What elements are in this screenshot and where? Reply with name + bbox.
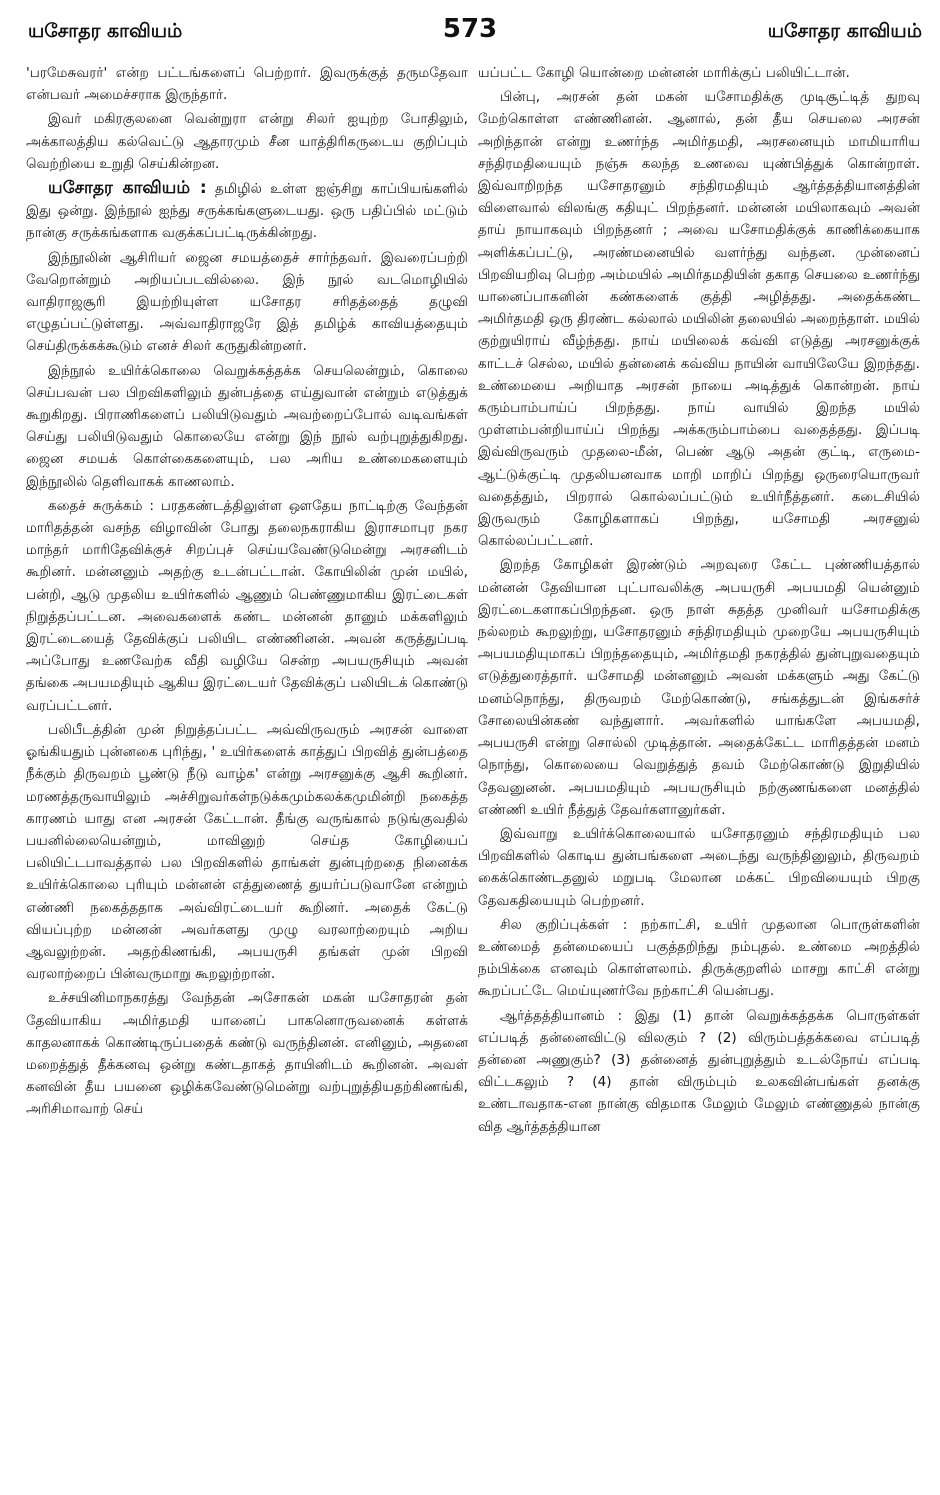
right-column [478, 62, 920, 1484]
page-number: 573 [442, 14, 498, 44]
paragraph: சில குறிப்புக்கள் : நற்காட்சி, உயிர் முதலான பொருள்களின் உண்மைத் தன்மையைப் பகுத்தறிந்து நம்புதல். உண்மை அறத்தில் நம்பிக்கை எனவும் கொள்ளலாம். திருக்குறளில் மாசறு காட்சி என்று கூறப்பட்டே மெய்யுணர்வே நற்காட்சி யென்பது. [478, 916, 920, 1000]
paragraph: இந்நூல் உயிர்க்கொலை வெறுக்கத்தக்க செயலென்றும், கொலை செய்பவன் பல பிறவிகளிலும் துன்பத்தை எய்துவான் என்றும் எடுத்துக் கூறுகிறது. பிராணிகளைப் பலியிடுவதும் அவற்றைப்போல் வடிவங்கள் செய்து பலியிடுவதும் கொலையே என்று இந் நூல் வற்புறுத்துகிறது. ஜைன சமயக் கொள்கைகளையும், பல அரிய உண்மைகளையும் இந்நூலில் தெளிவாகக் காணலாம். [26, 362, 468, 490]
paragraph: இறந்த கோழிகள் இரண்டும் அறவுரை கேட்ட புண்ணியத்தால் மன்னன் தேவியான புட்பாவலிக்கு அபயருசி அபயமதி யென்னும் இரட்டைகளாகப்பிறந்தன. ஒரு நாள் சுதத்த முனிவர் யசோமதிக்கு நல்லறம் கூறலுற்று, யசோதரனும் சந்திரமதியும் முறையே அபயருசியும் அபயமதியுமாகப் பிறந்ததையும், அமிர்தமதி நகரத்தில் துன்புறுவதையும் எடுத்துரைத்தார். யசோமதி மன்னனும் அவன் மக்களும் அது கேட்டு மனம்நொந்து, திருவறம் மேற்கொண்டு, சங்கத்துடன் இங்கசர்ச் சோலையின்கண் வந்துளார். அவர்களில் யாங்களே அபயமதி, அபயருசி என்று சொல்லி முடித்தான். அதைக்கேட்ட மாரிதத்தன் மனம் நொந்து, கொலையை வெறுத்துத் தவம் மேற்கொண்டு இறுதியில் தேவனுனன். அபயமதியும் அபயருசியும் நற்குணங்களை மனத்தில் எண்ணி உயிர் நீத்துத் தேவர்களானுர்கள். [478, 557, 920, 818]
paragraph: இவர் மகிரகுலனை வென்றுரா என்று சிலர் ஐயுற்ற போதிலும், அக்காலத்திய கல்வெட்டு ஆதாரமும் சீன யாத்திரிகருடைய குறிப்பும் வெற்றியை உறுதி செய்கின்றன. [26, 111, 468, 172]
paragraph: யப்பட்ட கோழி யொன்றை மன்னன் மாரிக்குப் பலியிட்டான். [478, 65, 850, 81]
paragraph: உச்சயினிமாநகரத்து வேந்தன் அசோகன் மகன் யசோதரன் தன் தேவியாகிய அமிர்தமதி யானைப் பாகனொருவனைக் கள்ளக் காதலனாகக் கொண்டிருப்பதைக் கண்டு வருந்தினன். எனினும், அதனை மறைத்துத் தீக்கனவு ஒன்று கண்டதாகத் தாயினிடம் கூறினன். அவள் கனவின் தீய பயனை ஒழிக்கவேண்டுமென்று வற்புறுத்தியதற்கிணங்கி, அரிசிமாவாற் செய் [26, 990, 468, 1118]
section-paragraph [26, 177, 468, 245]
paragraph: பலிபீடத்தின் முன் நிறுத்தப்பட்ட அவ்விருவரும் அரசன் வாளை ஓங்கியதும் புன்னகை புரிந்து, ' உயிர்களைக் காத்துப் பிறவித் துன்பத்தை நீக்கும் திருவறம் பூண்டு நீடு வாழ்க' என்று அரசனுக்கு ஆசி கூறினர். மரணத்தருவாயிலும் அச்சிறுவர்கள்நடுக்கமும்கலக்கமுமின்றி நகைத்த காரணம் யாது என அரசன் கேட்டான். தீங்கு வருங்கால் நடுங்குவதில் பயனில்லையென்றும், மாவினுற் செய்த கோழியைப் பலியிட்டபாவத்தால் பல பிறவிகளில் தாங்கள் துன்புற்றதை நினைக்க உயிர்க்கொலை புரியும் மன்னன் எத்துணைத் துயர்ப்படுவானே என்றும் எண்ணி நகைத்ததாக அவ்விரட்டையர் கூறினர். அதைக் கேட்டு வியப்புற்ற மன்னன் அவர்களது முழு வரலாற்றையும் அறிய ஆவலுற்றன். அதற்கிணங்கி, அபயருசி தங்கள் முன் பிறவி வரலாற்றைப் பின்வருமாறு கூறலுற்றான். [26, 721, 468, 983]
section-intro-text: தமிழில் உள்ள ஐஞ்சிறு காப்பியங்களில் இது ஒன்று. இந்நூல் ஐந்து சருக்கங்களுடையது. ஒரு பதிப்பில் மட்டும் நான்கு சருக்கங்களாக வகுக்கப்பட்டிருக்கின்றது. [26, 181, 468, 242]
paragraph: 'பரமேசுவரர்' என்ற பட்டங்களைப் பெற்றார். இவருக்குத் தருமதேவா என்பவர் அமைச்சராக இருந்தார். [26, 65, 468, 104]
paragraph: கதைச் சுருக்கம் : பரதகண்டத்திலுள்ள ஔதேய நாட்டிற்கு வேந்தன் மாரிதத்தன் வசந்த விழாவின் போது தலைநகராகிய இராசமாபுர நகர மாந்தர் மாரிதேவிக்குச் சிறப்புச் செய்யவேண்டுமென்று அரசனிடம் கூறினர். மன்னனும் அதற்கு உடன்பட்டான். கோயிலின் முன் மயில், பன்றி, ஆடு முதலிய உயிர்களில் ஆணும் பெண்ணுமாகிய இரட்டைகள் நிறுத்தப்பட்டன. அவைகளைக் கண்ட மன்னன் தானும் மக்களிலும் இரட்டையைத் தேவிக்குப் பலியிட எண்ணினன். அவன் கருத்துப்படி அப்போது உணவேற்க வீதி வழியே சென்ற அபயருசியும் அவன் தங்கை அபயமதியும் ஆகிய இரட்டையர் தேவிக்குப் பலியிடக் கொண்டு வரப்பட்டனர். [26, 497, 468, 714]
page-header [0, 0, 940, 64]
paragraph: இந்நூலின் ஆசிரியர் ஜைன சமயத்தைச் சார்ந்தவர். இவரைப்பற்றி வேறொன்றும் அறியப்படவில்லை. இந் நூல் வடமொழியில் வாதிராஜசூரி இயற்றியுள்ள யசோதர சரிதத்தைத் தழுவி எழுதப்பட்டுள்ளது. அவ்வாதிராஜரே இத் தமிழ்க் காவியத்தையும் செய்திருக்கக்கூடும் எனச் சிலர் கருதுகின்றனர். [26, 249, 468, 355]
paragraph: பின்பு, அரசன் தன் மகன் யசோமதிக்கு முடிசூட்டித் துறவு மேற்கொள்ள எண்ணினன். ஆனால், தன் தீய செயலை அரசன் அறிந்தான் என்று உணர்ந்த அமிர்தமதி, அரசனையும் மாமியாரிய சந்திரமதியையும் நஞ்சு கலந்த உணவை யுண்பித்துக் கொன்றாள். இவ்வாறிறந்த யசோதரனும் சந்திரமதியும் ஆர்த்தத்தியானத்தின் விளைவால் விலங்கு கதியுட் பிறந்தனர். மன்னன் மயிலாகவும் அவன் தாய் நாயாகவும் பிறந்தனர் ; அவை யசோமதிக்குக் காணிக்கையாக அளிக்கப்பட்டு, அரண்மனையில் வளர்ந்து வந்தன. முன்னைப் பிறவியறிவு பெற்ற அம்மயில் அமிர்தமதியின் தகாத செயலை உணர்ந்து யானைப்பாகனின் கண்களைக் குத்தி அழித்தது. அதைக்கண்ட அமிர்தமதி ஒரு திரண்ட கல்லால் மயிலின் தலையில் அறைந்தாள். மயில் குற்றுயிராய் வீழ்ந்தது. நாய் மயிலைக் கவ்வி எடுத்து அரசனுக்குக் காட்டச் செல்ல, மயில் தன்னைக் கவ்விய நாயின் வாயிலேயே இறந்தது. உண்மையை அறியாத அரசன் நாயை அடித்துக் கொன்றன். நாய் கரும்பாம்பாய்ப் பிறந்தது. நாய் வாயில் இறந்த மயில் முள்ளம்பன்றியாய்ப் பிறந்து அக்கரும்பாம்பை வதைத்தது. இப்படி இவ்விருவரும் முதலை-மீன், பெண் ஆடு அதன் குட்டி, எருமை-ஆட்டுக்குட்டி முதலியனவாக மாறி மாறிப் பிறந்து ஒருரையொருவர் வதைத்தும், பிறரால் கொல்லப்பட்டும் உயிர்நீத்தனர். கடைசியில் இருவரும் கோழிகளாகப் பிறந்து, யசோமதி அரசனுல் கொல்லப்பட்டனர். [478, 89, 920, 550]
running-title-left: யசோதர காவியம் [28, 20, 183, 42]
running-title-right: யசோதர காவியம் [767, 20, 922, 42]
left-column [26, 62, 468, 1484]
paragraph: ஆர்த்தத்தியானம் : இது (1) தான் வெறுக்கத்தக்க பொருள்கள் எப்படித் தன்னைவிட்டு விலகும் ? (2) விரும்பத்தக்கவை எப்படித் தன்னை அணுகும்? (3) தன்னைத் துன்புறுத்தும் உடல்நோய் எப்படி விட்டகலும் ? (4) தான் விரும்பும் உலகவின்பங்கள் தனக்கு உண்டாவதாக-என நான்கு விதமாக மேலும் மேலும் எண்ணுதல் நான்கு வித ஆர்த்தத்தியான [478, 1007, 920, 1135]
paragraph: இவ்வாறு உயிர்க்கொலையால் யசோதரனும் சந்திரமதியும் பல பிறவிகளில் கொடிய துன்பங்களை அடைந்து வருந்தினுலும், திருவறம் கைக்கொண்டதனுல் மறுபடி மேலான மக்கட் பிறவியையும் பிறகு தேவகதியையும் பெற்றனர். [478, 825, 920, 909]
section-title: யசோதர காவியம் : [48, 178, 207, 199]
